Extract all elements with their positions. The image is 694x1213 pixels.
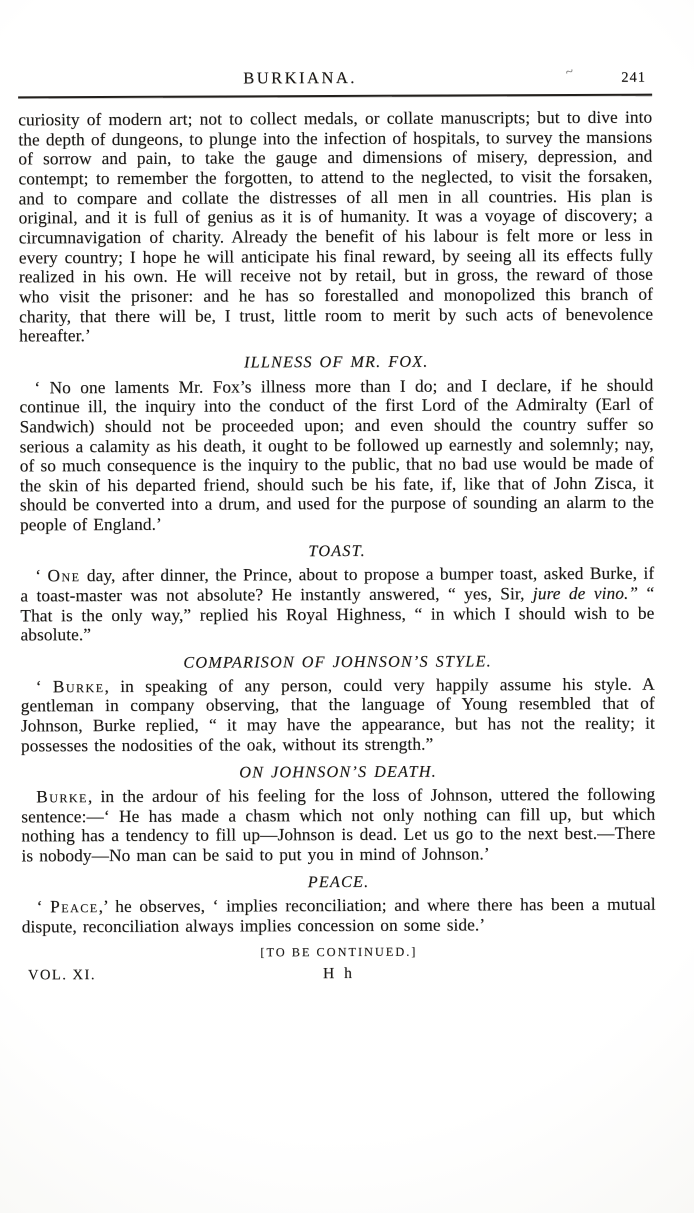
ink-smudge-mark: ~ bbox=[564, 64, 577, 81]
section-heading-comparison-of-johnsons-style: COMPARISON OF JOHNSON’S STYLE. bbox=[183, 651, 492, 672]
printers-signature-mark: H h bbox=[322, 964, 355, 982]
paragraph-text: , in the ardour of his feeling for the loss of Johnson, uttered the following sentence:—‘ He has made a chasm which not only nothing can fill up, but which nothing has a tendency to fill up—Johnson is dead. Let us go to the next best.—There is nobody—No man can be said to put you in mind of Johnson.’ bbox=[21, 784, 656, 866]
body-text bbox=[18, 108, 656, 937]
latin-phrase-italic: jure de vino.” bbox=[532, 583, 639, 604]
volume-label: VOL. XI. bbox=[27, 966, 96, 983]
paragraph-toast bbox=[20, 564, 654, 645]
section-heading-on-johnsons-death: ON JOHNSON’S DEATH. bbox=[239, 762, 437, 782]
page-number: 241 bbox=[621, 69, 647, 86]
page-content bbox=[18, 64, 656, 988]
header-divider-rule bbox=[18, 94, 652, 99]
paragraph-text: “ That is the only way,” replied his Royal Highness, “ in which I should wish to be absolute.” bbox=[20, 583, 655, 645]
small-caps-word: Peace bbox=[50, 897, 99, 917]
paragraph-illness-of-mr-fox: ‘ No one laments Mr. Fox’s illness more than I do; and I declare, if he should continue ill, the inquiry into the conduct of the first Lord of the Admiralty (Earl of Sandwich) should not be proceeded upon; and even should the country suffer so serious a calamity as his death, it ought to be followed up earnestly and solemnly; nay, of so much consequence is the inquiry to the public, that no bad use would be made of the skin of his departed friend, should such be his fate, if, like that of John Zisca, it should be converted into a drum, and used for the purpose of sounding an alarm to the people of England.’ bbox=[19, 375, 654, 535]
section-heading-peace: PEACE. bbox=[307, 872, 370, 892]
paragraph-peace bbox=[22, 895, 656, 937]
page-header bbox=[18, 64, 652, 94]
small-caps-word: One bbox=[47, 566, 81, 586]
opening-quote: ‘ bbox=[36, 897, 51, 917]
paragraph-text: ,’ he observes, ‘ implies reconciliation; and where there has been a mutual dispute, reconciliation always implies concession on some side.’ bbox=[21, 894, 656, 937]
small-caps-word: Burke bbox=[52, 676, 105, 696]
section-heading-illness-of-mr-fox: ILLNESS OF MR. FOX. bbox=[243, 352, 429, 372]
footer-row bbox=[22, 963, 656, 988]
paragraph-text: , in speaking of any person, could very happily assume his style. A gentleman in company observing, that the language of Young resembled that of Johnson, Burke replied, “ it may have the appearance, but has not the reality; it possesses the nodosities of the oak, without its strength.” bbox=[20, 674, 655, 756]
running-title: BURKIANA. bbox=[243, 67, 357, 88]
paragraph-comparison-of-johnsons-style bbox=[21, 674, 655, 755]
paragraph-continuation: curiosity of modern art; not to collect medals, or collate manuscripts; but to dive into the depth of dungeons, to plunge into the infection of hospitals, to survey the mansions of sorrow and pain, to take the gauge and dimensions of misery, depression, and contempt; to remember the forgotten, to attend to the neglected, to visit the forsaken, and to compare and collate the distresses of all men in all countries. His plan is original, and it is full of genius as it is of humanity. It was a voyage of discovery; a circumnavigation of charity. Already the benefit of his labour is felt more or less in every country; I hope he will anticipate his final reward, by seeing all its effects fully realized in his own. He will receive not by retail, but in gross, the reward of those who visit the prisoner: and he has so forestalled and monopolized this branch of charity, that there will be, I trust, little room to merit by such acts of benevolence hereafter.’ bbox=[18, 107, 654, 346]
page-footer bbox=[22, 943, 656, 988]
opening-quote: ‘ bbox=[35, 566, 48, 586]
opening-quote: ‘ bbox=[35, 676, 53, 697]
section-heading-toast: TOAST. bbox=[308, 542, 366, 561]
paragraph-on-johnsons-death bbox=[21, 785, 655, 866]
paragraph-text: day, after dinner, the Prince, about to propose a bumper toast, asked Burke, if a toast-master was not absolute? He instantly answered, “ yes, Sir, bbox=[20, 564, 655, 606]
to-be-continued-notice: [TO BE CONTINUED.] bbox=[260, 944, 418, 959]
small-caps-word: Burke bbox=[36, 787, 88, 807]
